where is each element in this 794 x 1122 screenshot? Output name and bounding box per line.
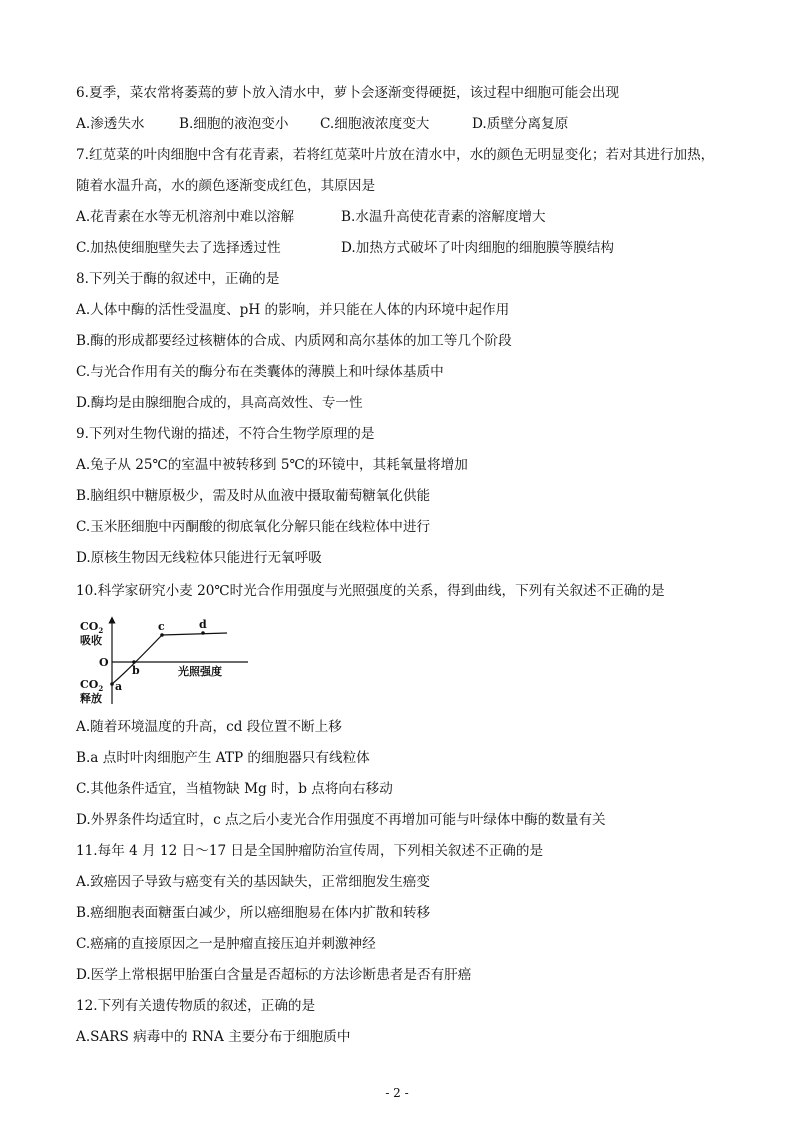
q9-option-c: C.玉米胚细胞中丙酮酸的彻底氧化分解只能在线粒体中进行	[76, 519, 431, 535]
origin-label: O	[99, 656, 109, 669]
q6-option-b: B.细胞的液泡变小	[179, 116, 289, 132]
q9-option-d: D.原核生物因无线粒体只能进行无氧呼吸	[76, 550, 322, 566]
point-d	[201, 631, 205, 635]
q11-option-a: A.致癌因子导致与癌变有关的基因缺失，正常细胞发生癌变	[76, 874, 430, 890]
point-b-label: b	[132, 664, 140, 677]
q9-option-b: B.脑组织中糖原极少，需及时从血液中摄取葡萄糖氧化供能	[76, 488, 431, 504]
q10-stem: 10.科学家研究小麦 20℃时光合作用强度与光照强度的关系，得到曲线，下列有关叙述不正确的是	[76, 583, 665, 599]
q8-option-c: C.与光合作用有关的酶分布在类囊体的薄膜上和叶绿体基质中	[76, 364, 444, 380]
q9-stem: 9.下列对生物代谢的描述，不符合生物学原理的是	[76, 426, 375, 442]
q10-option-d: D.外界条件均适宜时，c 点之后小麦光合作用强度不再增加可能与叶绿体中酶的数量有关	[76, 812, 606, 828]
photosynthesis-light-curve	[72, 616, 252, 706]
q11-option-c: C.癌痛的直接原因之一是肿瘤直接压迫并刺激神经	[76, 936, 376, 952]
q6-stem: 6.夏季，菜农常将萎蔫的萝卜放入清水中，萝卜会逐渐变得硬挺，该过程中细胞可能会出现	[76, 85, 620, 101]
q7-option-a: A.花青素在水等无机溶剂中难以溶解	[76, 209, 295, 225]
q10-option-a: A.随着环境温度的升高，cd 段位置不断上移	[76, 719, 342, 735]
q6-option-c: C.细胞液浓度变大	[320, 116, 430, 132]
y-bottom-label-co2: $CO_2$	[80, 678, 104, 693]
point-c-label: c	[158, 620, 165, 633]
q10-option-c: C.其他条件适宜，当植物缺 Mg 时，b 点将向右移动	[76, 781, 393, 797]
y-bottom-label-release: 释放	[80, 692, 102, 705]
q9-option-a: A.兔子从 25℃的室温中被转移到 5℃的环镜中，其耗氧量将增加	[76, 457, 468, 473]
y-top-label-absorb: 吸收	[80, 634, 102, 647]
y-top-label-co2: $CO_2$	[80, 620, 104, 635]
q7-option-b: B.水温升高使花青素的溶解度增大	[341, 209, 546, 225]
q10-option-b: B.a 点时叶肉细胞产生 ATP 的细胞器只有线粒体	[76, 750, 370, 766]
q12-option-a: A.SARS 病毒中的 RNA 主要分布于细胞质中	[76, 1029, 351, 1045]
x-axis-label: 光照强度	[178, 665, 222, 678]
page-number: - 2 -	[385, 1086, 409, 1100]
photosynthesis-light-curve-figure	[72, 616, 252, 706]
q8-option-d: D.酶均是由腺细胞合成的，具高高效性、专一性	[76, 395, 363, 411]
q11-option-d: D.医学上常根据甲胎蛋白含量是否超标的方法诊断患者是否有肝癌	[76, 967, 472, 983]
point-d-label: d	[199, 618, 207, 631]
point-a-label: a	[115, 680, 123, 693]
q8-option-b: B.酶的形成都要经过核糖体的合成、内质网和高尔基体的加工等几个阶段	[76, 333, 512, 349]
q6-option-a: A.渗透失水	[76, 116, 145, 132]
q11-option-b: B.癌细胞表面糖蛋白减少，所以癌细胞易在体内扩散和转移	[76, 905, 431, 921]
q8-option-a: A.人体中酶的活性受温度、pH 的影响，并只能在人体的内环境中起作用	[76, 302, 510, 318]
q7-option-d: D.加热方式破坏了叶肉细胞的细胞膜等膜结构	[341, 240, 615, 256]
q7-stem: 7.红苋菜的叶肉细胞中含有花青素，若将红苋菜叶片放在清水中，水的颜色无明显变化；若对其进行加热，	[76, 147, 715, 163]
q12-stem: 12.下列有关遗传物质的叙述，正确的是	[76, 998, 316, 1014]
point-a	[110, 682, 114, 686]
q6-option-d: D.质壁分离复原	[472, 116, 569, 132]
q7-stem-continued: 随着水温升高，水的颜色逐渐变成红色，其原因是	[76, 178, 376, 194]
q11-stem: 11.每年 4 月 12 日～17 日是全国肿瘤防治宣传周，下列相关叙述不正确的是	[76, 843, 544, 859]
q7-option-c: C.加热使细胞壁失去了选择透过性	[76, 240, 281, 256]
q8-stem: 8.下列关于酶的叙述中，正确的是	[76, 271, 280, 287]
point-c	[160, 633, 164, 637]
